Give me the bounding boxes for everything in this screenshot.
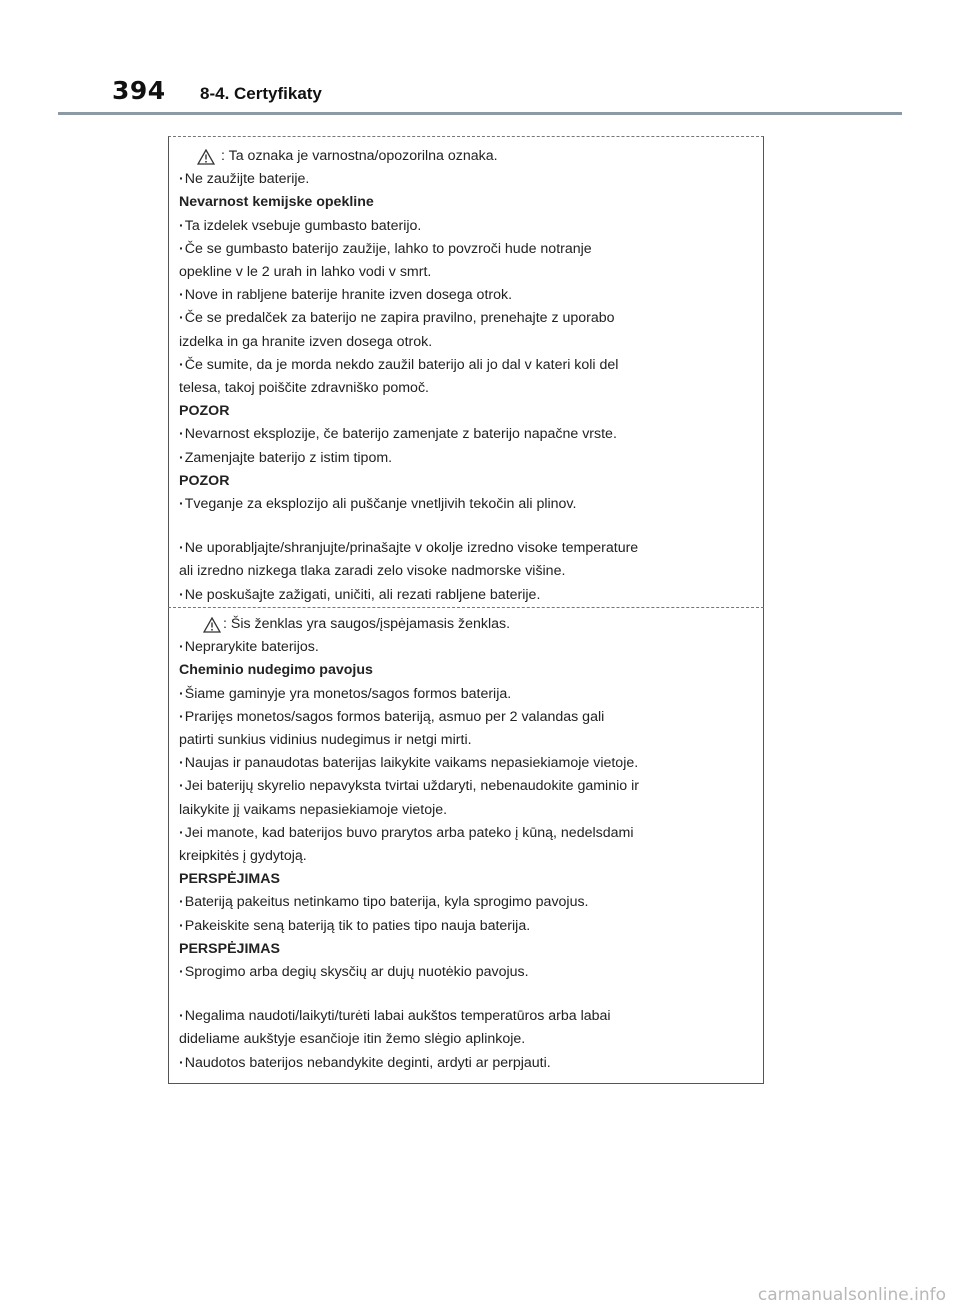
bullet-item: · Nevarnost eksplozije, če baterijo zamenjate z baterijo napačne vrste.: [179, 423, 749, 446]
bullet-item: · Tveganje za eksplozijo ali puščanje vnetljivih tekočin ali plinov.: [179, 493, 749, 516]
section-heading: Cheminio nudegimo pavojus: [179, 662, 373, 679]
bullet-continuation: opekline v le 2 urah in lahko vodi v smrt.: [179, 264, 432, 281]
bullet-item: · Bateriją pakeitus netinkamo tipo baterija, kyla sprogimo pavojus.: [179, 891, 749, 914]
bullet-item: · Naudotos baterijos nebandykite deginti, ardyti ar perpjauti.: [179, 1052, 749, 1075]
bullet-item: · Prarijęs monetos/sagos formos bateriją, asmuo per 2 valandas gali: [179, 706, 749, 729]
bullet-item: · Ne zaužijte baterije.: [179, 168, 749, 191]
slovenian-warning-block: [179, 145, 749, 607]
section-heading: POZOR: [179, 472, 230, 489]
warning-symbol-text: : Šis ženklas yra saugos/įspėjamasis ženklas.: [223, 616, 511, 632]
section-heading: Nevarnost kemijske opekline: [179, 194, 374, 211]
slovenian-lines: [179, 168, 749, 607]
header-rule: [58, 112, 902, 115]
bullet-item: · Sprogimo arba degių skysčių ar dujų nuotėkio pavojus.: [179, 961, 749, 984]
bullet-item: · Ne uporabljajte/shranjujte/prinašajte v okolje izredno visoke temperature: [179, 537, 749, 560]
bullet-item: · Če sumite, da je morda nekdo zaužil baterijo ali jo dal v kateri koli del: [179, 354, 749, 377]
bullet-item: · Če se predalček za baterijo ne zapira pravilno, prenehajte z uporabo: [179, 307, 749, 330]
bullet-item: · Negalima naudoti/laikyti/turėti labai aukštos temperatūros arba labai: [179, 1005, 749, 1028]
warning-symbol-text: : Ta oznaka je varnostna/opozorilna oznaka.: [221, 148, 498, 164]
bullet-continuation: dideliame aukštyje esančioje itin žemo slėgio aplinkoje.: [179, 1031, 526, 1048]
lithuanian-lines: [179, 636, 749, 1075]
bullet-item: · Jei baterijų skyrelio nepavyksta tvirtai uždaryti, nebenaudokite gaminio ir: [179, 775, 749, 798]
section-heading: PERSPĖJIMAS: [179, 940, 280, 957]
bullet-item: · Pakeiskite seną bateriją tik to paties tipo nauja baterija.: [179, 915, 749, 938]
warning-symbol-line: [179, 145, 749, 168]
bullet-continuation: patirti sunkius vidinius nudegimus ir netgi mirti.: [179, 732, 472, 749]
bullet-item: · Nove in rabljene baterije hranite izven dosega otrok.: [179, 284, 749, 307]
bullet-item: · Ta izdelek vsebuje gumbasto baterijo.: [179, 215, 749, 238]
bullet-continuation: izdelka in ga hranite izven dosega otrok.: [179, 333, 433, 350]
watermark: carmanualsonline.info: [757, 1285, 946, 1305]
bullet-continuation: ali izredno nizkega tlaka zaradi zelo visoke nadmorske višine.: [179, 563, 566, 580]
bullet-item: · Ne poskušajte zažigati, uničiti, ali rezati rabljene baterije.: [179, 584, 749, 607]
bullet-item: · Šiame gaminyje yra monetos/sagos formos baterija.: [179, 683, 749, 706]
language-divider: [168, 607, 764, 608]
bullet-continuation: telesa, takoj poiščite zdravniško pomoč.: [179, 380, 429, 397]
section-title: 8-4. Certyfikaty: [200, 84, 322, 103]
warning-triangle-icon: [203, 617, 221, 633]
warning-triangle-icon: [197, 149, 215, 165]
bullet-item: · Zamenjajte baterijo z istim tipom.: [179, 447, 749, 470]
bullet-item: · Jei manote, kad baterijos buvo prarytos arba pateko į kūną, nedelsdami: [179, 822, 749, 845]
bullet-continuation: kreipkitės į gydytoją.: [179, 848, 307, 865]
section-heading: PERSPĖJIMAS: [179, 871, 280, 888]
bullet-item: · Naujas ir panaudotas baterijas laikykite vaikams nepasiekiamoje vietoje.: [179, 752, 749, 775]
bullet-item: · Če se gumbasto baterijo zaužije, lahko to povzroči hude notranje: [179, 238, 749, 261]
page-header: [0, 0, 960, 116]
bullet-item: · Neprarykite baterijos.: [179, 636, 749, 659]
page-number: 394: [112, 76, 166, 105]
section-heading: POZOR: [179, 403, 230, 420]
lithuanian-warning-block: [179, 613, 749, 1075]
warning-symbol-line: [179, 613, 749, 636]
bullet-continuation: laikykite jį vaikams nepasiekiamoje vietoje.: [179, 801, 448, 818]
